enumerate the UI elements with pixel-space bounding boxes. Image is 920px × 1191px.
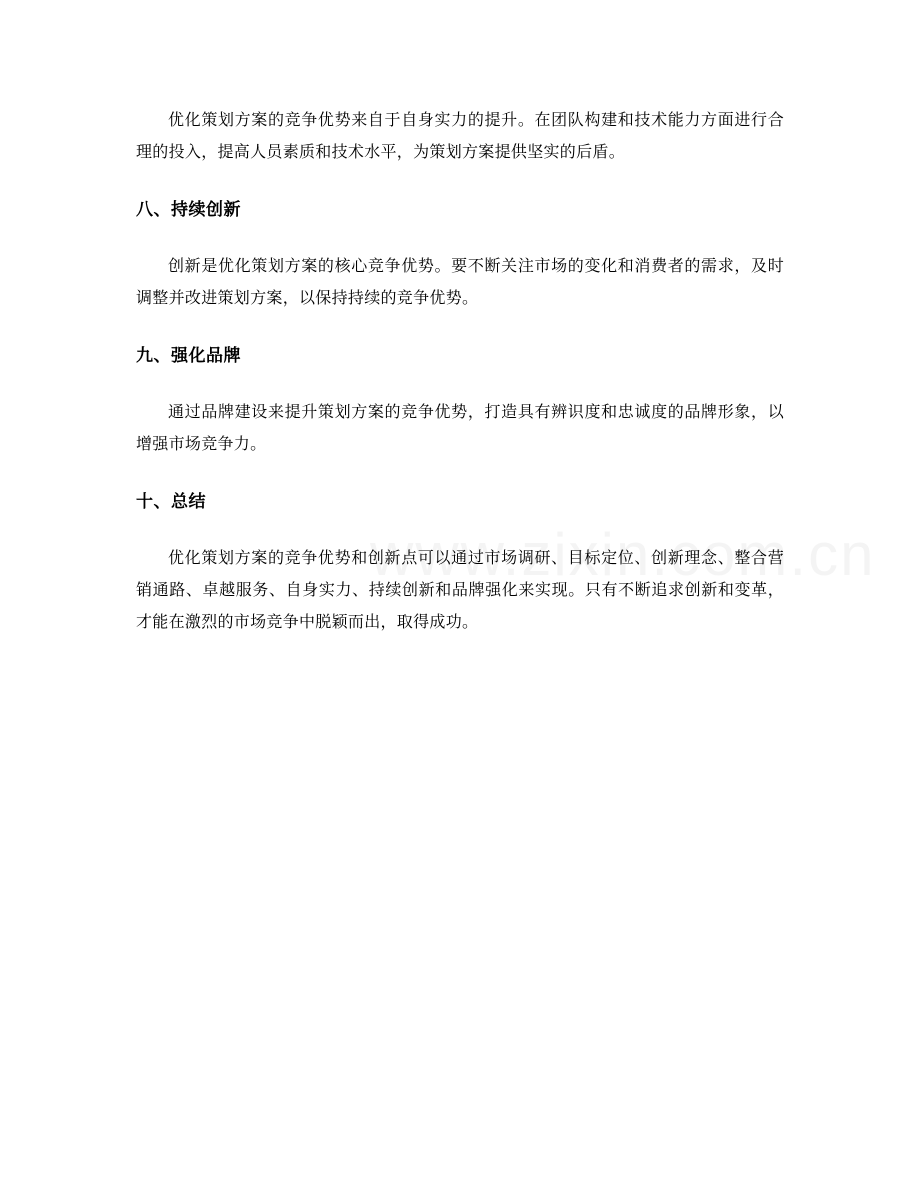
document-body	[136, 104, 784, 664]
heading-continuous-innovation: 八、持续创新	[136, 200, 241, 220]
paragraph-self-strength: 优化策划方案的竞争优势来自于自身实力的提升。在团队构建和技术能力方面进行合理的投入，提高人员素质和技术水平，为策划方案提供坚实的后盾。	[136, 110, 784, 161]
heading-summary: 十、总结	[136, 492, 206, 512]
heading-strengthen-brand: 九、强化品牌	[136, 346, 241, 366]
paragraph-summary: 优化策划方案的竞争优势和创新点可以通过市场调研、目标定位、创新理念、整合营销通路、卓越服务、自身实力、持续创新和品牌强化来实现。只有不断追求创新和变革，才能在激烈的市场竞争中脱颖而出，取得成功。	[136, 548, 784, 631]
paragraph-brand: 通过品牌建设来提升策划方案的竞争优势，打造具有辨识度和忠诚度的品牌形象，以增强市场竞争力。	[136, 402, 784, 453]
paragraph-innovation: 创新是优化策划方案的核心竞争优势。要不断关注市场的变化和消费者的需求，及时调整并改进策划方案，以保持持续的竞争优势。	[136, 256, 784, 307]
